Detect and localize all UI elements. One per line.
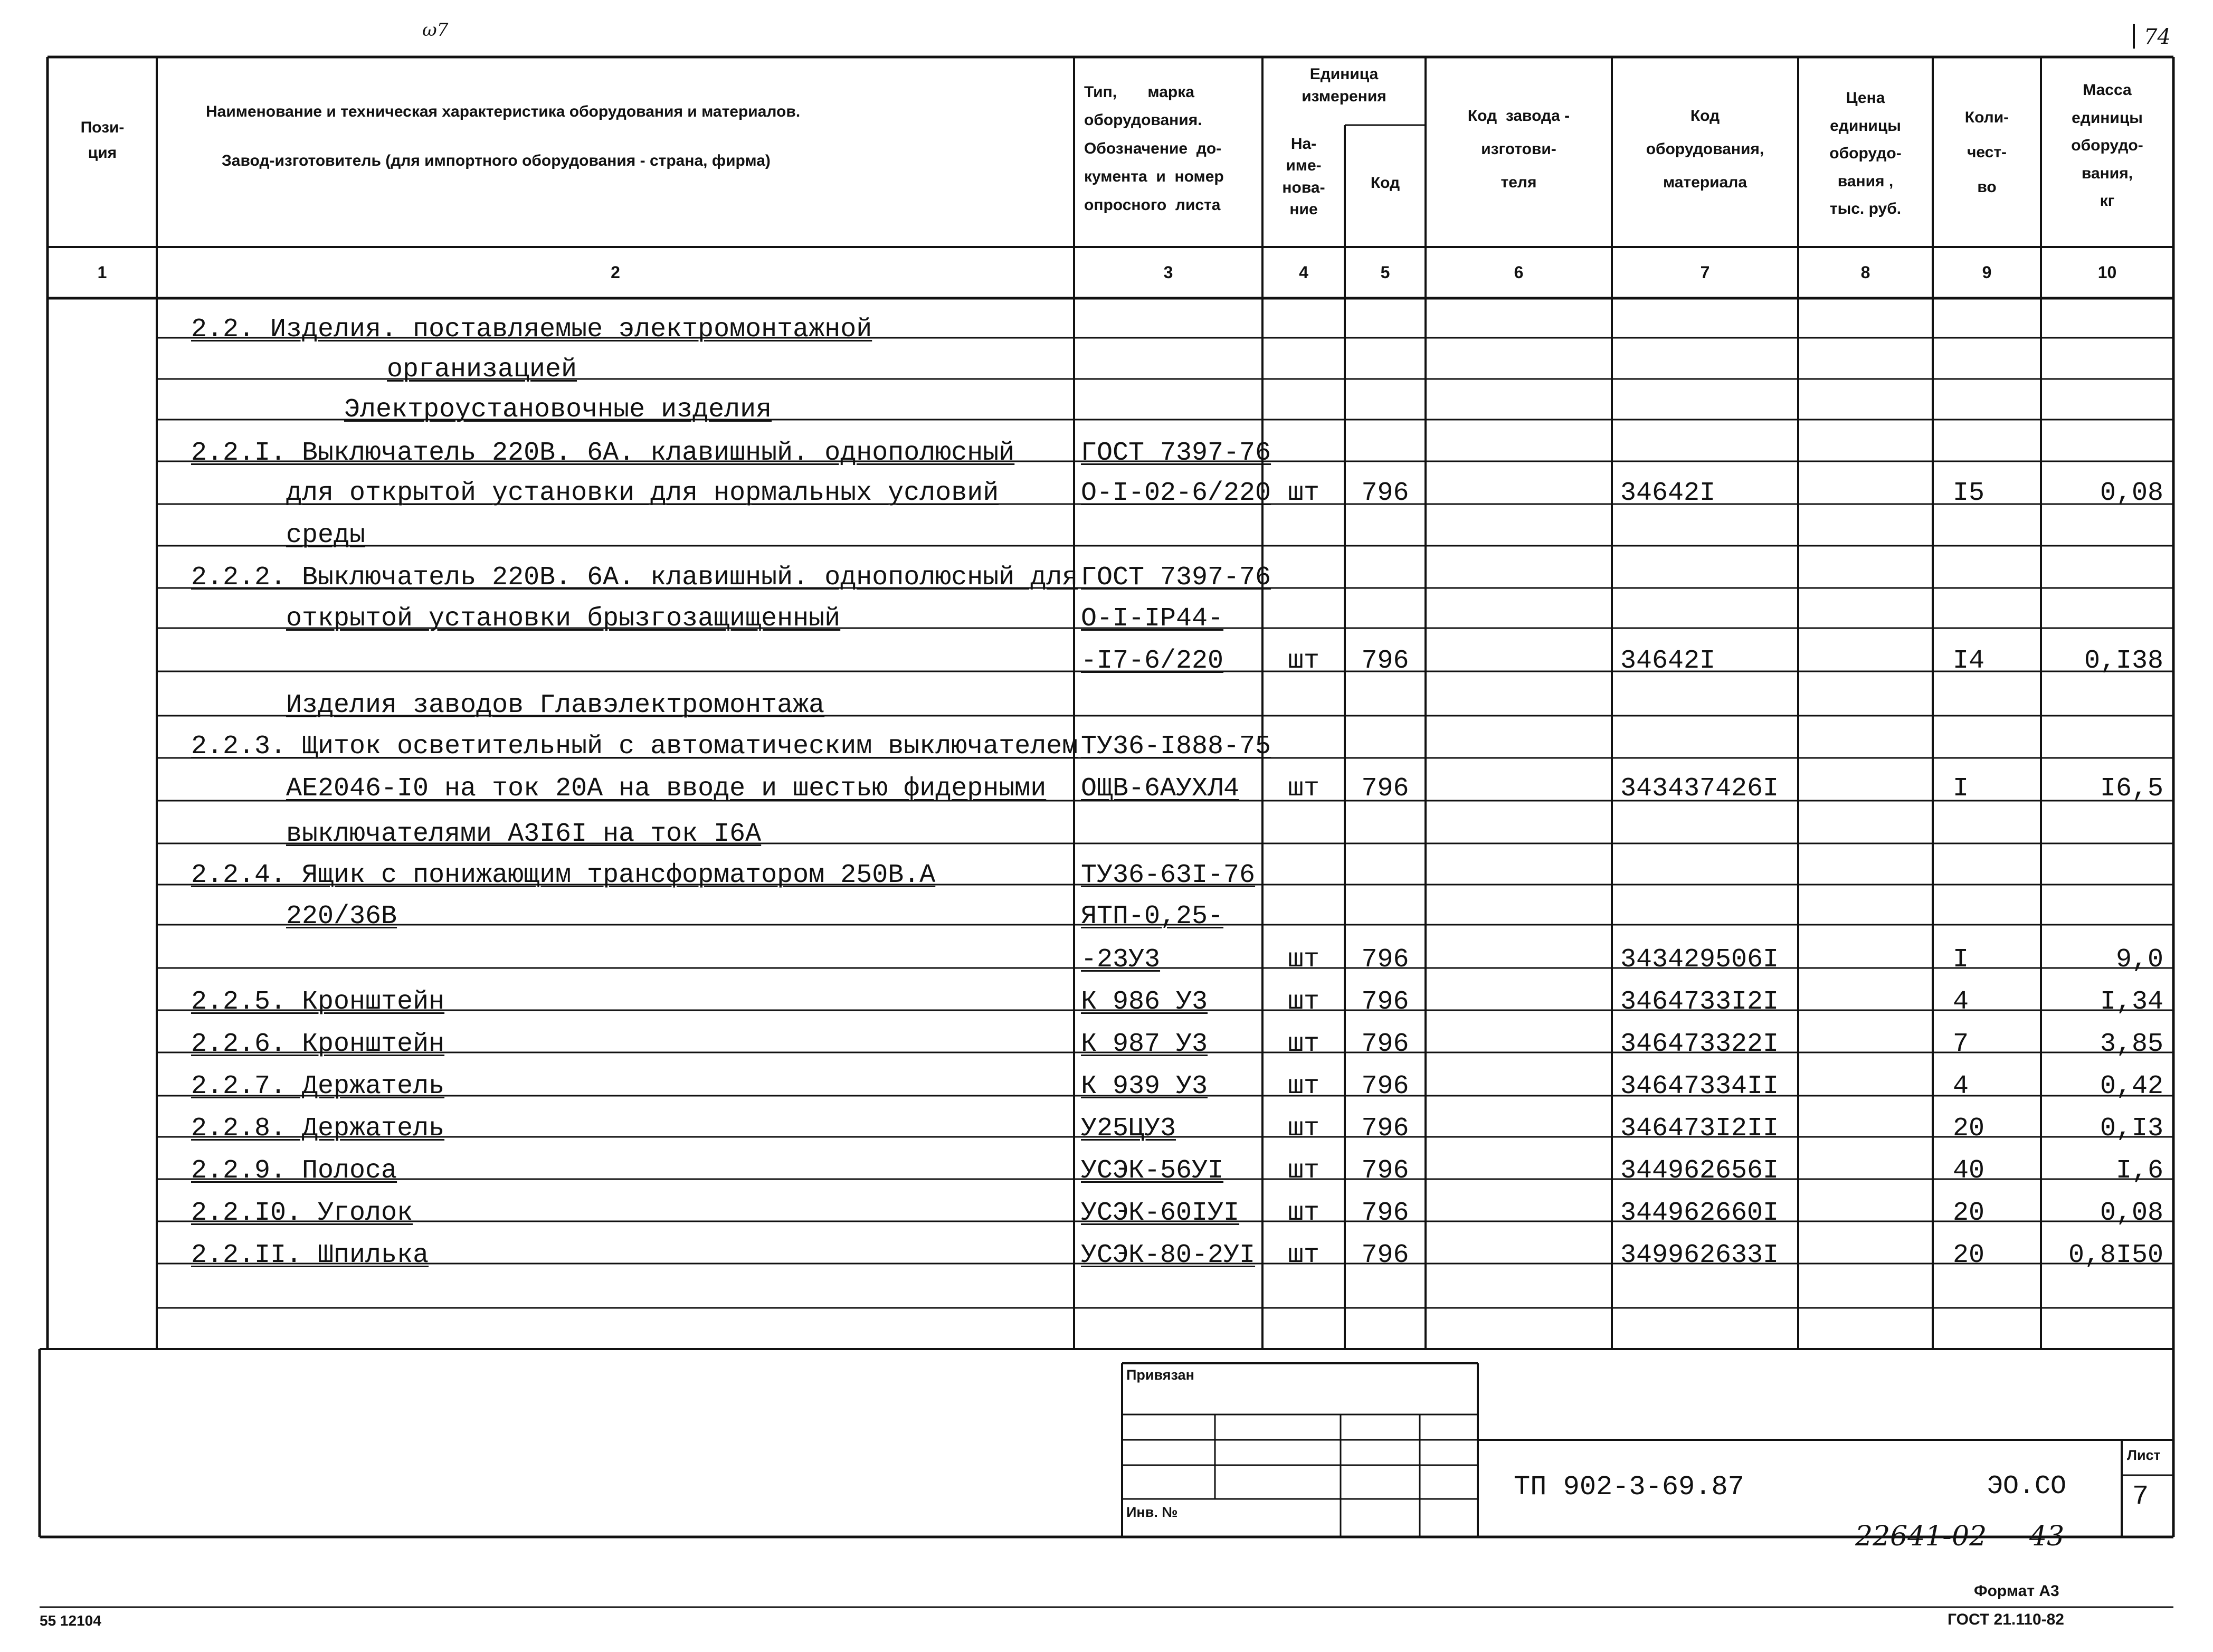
- column-number-5: 5: [1380, 263, 1390, 282]
- row-4-type: О-I-02-6/220: [1081, 478, 1271, 508]
- row-18-mass: 0,42: [2100, 1071, 2163, 1102]
- row-22-qty: 20: [1953, 1240, 1985, 1270]
- row-11-qty: I: [1953, 774, 1969, 804]
- col-header-equipment-code: Код оборудования, материала: [1646, 107, 1764, 191]
- stamp-bound-label: Привязан: [1126, 1367, 1194, 1383]
- row-13-type: ТУ36-63I-76: [1081, 860, 1256, 890]
- row-4-qty: I5: [1953, 478, 1985, 508]
- row-21-name: 2.2.I0. Уголок: [191, 1198, 413, 1228]
- row-8-type: -I7-6/220: [1081, 646, 1224, 676]
- row-16-mass: I,34: [2100, 987, 2163, 1017]
- column-number-3: 3: [1163, 263, 1173, 282]
- stamp-sheet-label: Лист: [2127, 1447, 2161, 1463]
- gost-label: ГОСТ 21.110-82: [1948, 1611, 2064, 1628]
- row-16-equip: 3464733I2I: [1620, 987, 1779, 1017]
- row-19-unit: шт: [1287, 1114, 1319, 1144]
- col-header-plant-code: Код завода - изготови- теля: [1467, 107, 1570, 191]
- row-17-unit: шт: [1287, 1029, 1319, 1059]
- archive-code: 55 12104: [40, 1612, 101, 1629]
- row-12-name: выключателями А3I6I на ток I6А: [286, 819, 762, 849]
- row-10-type: ТУ36-I888-75: [1081, 732, 1271, 762]
- row-4-code: 796: [1361, 478, 1409, 508]
- row-4-unit: шт: [1287, 478, 1319, 508]
- row-15-qty: I: [1953, 945, 1969, 975]
- row-22-name: 2.2.II. Шпилька: [191, 1240, 429, 1270]
- row-3-type: ГОСТ 7397-76: [1081, 438, 1271, 468]
- row-11-mass: I6,5: [2100, 774, 2163, 804]
- row-9-name: Изделия заводов Главэлектромонтажа: [286, 690, 825, 720]
- row-16-code: 796: [1361, 987, 1409, 1017]
- col-header-name-line1: Наименование и техническая характеристика оборудования и материалов.: [206, 103, 801, 120]
- row-22-code: 796: [1361, 1240, 1409, 1270]
- row-21-mass: 0,08: [2100, 1198, 2163, 1228]
- row-13-name: 2.2.4. Ящик с понижающим трансформатором 250В.А: [191, 860, 936, 890]
- row-8-equip: 34642I: [1620, 646, 1716, 676]
- row-21-code: 796: [1361, 1198, 1409, 1228]
- row-16-type: К 986 У3: [1081, 987, 1208, 1017]
- row-8-qty: I4: [1953, 646, 1985, 676]
- row-19-type: У25ЦУ3: [1081, 1114, 1176, 1144]
- row-18-unit: шт: [1287, 1071, 1319, 1102]
- row-7-name: открытой установки брызгозащищенный: [286, 604, 841, 634]
- column-number-2: 2: [611, 263, 620, 282]
- row-14-type: ЯТП-0,25-: [1081, 901, 1224, 932]
- col-header-quantity: Коли- чест- во: [1964, 109, 2009, 196]
- row-16-name: 2.2.5. Кронштейн: [191, 987, 445, 1017]
- row-18-equip: 34647334II: [1620, 1071, 1779, 1102]
- format-label: Формат А3: [1974, 1582, 2059, 1600]
- row-11-code: 796: [1361, 774, 1409, 804]
- row-16-unit: шт: [1287, 987, 1319, 1017]
- row-17-code: 796: [1361, 1029, 1409, 1059]
- row-17-name: 2.2.6. Кронштейн: [191, 1029, 445, 1059]
- row-3-name: 2.2.I. Выключатель 220В. 6А. клавишный. однополюсный: [191, 438, 1015, 468]
- row-11-type: ОЩВ-6АУХЛ4: [1081, 774, 1240, 804]
- corner-mark-left: ω7: [422, 20, 449, 41]
- column-number-1: 1: [97, 263, 107, 282]
- row-22-type: УСЭК-80-2УI: [1081, 1240, 1256, 1270]
- column-number-10: 10: [2097, 263, 2117, 282]
- row-18-code: 796: [1361, 1071, 1409, 1102]
- handwritten-number: 22641-02: [1855, 1521, 1987, 1552]
- col-header-unit-code: Код: [1370, 174, 1400, 192]
- row-22-unit: шт: [1287, 1240, 1319, 1270]
- row-21-unit: шт: [1287, 1198, 1319, 1228]
- row-18-name: 2.2.7. Держатель: [191, 1071, 445, 1102]
- row-4-mass: 0,08: [2100, 478, 2163, 508]
- stamp-document-code: ТП 902-3-69.87: [1514, 1471, 1744, 1503]
- row-11-equip: 343437426I: [1620, 774, 1779, 804]
- row-7-type: О-I-IР44-: [1081, 604, 1224, 634]
- row-20-mass: I,6: [2115, 1156, 2163, 1186]
- row-11-unit: шт: [1287, 774, 1319, 804]
- row-8-code: 796: [1361, 646, 1409, 676]
- row-22-mass: 0,8I50: [2068, 1240, 2163, 1270]
- row-20-equip: 344962656I: [1620, 1156, 1779, 1186]
- row-6-type: ГОСТ 7397-76: [1081, 563, 1271, 593]
- col-header-position: Пози- ция: [80, 119, 125, 162]
- row-15-unit: шт: [1287, 945, 1319, 975]
- col-header-name-line2: Завод-изготовитель (для импортного оборудования - страна, фирма): [222, 152, 771, 169]
- stamp-sheet-number: 7: [2132, 1481, 2149, 1512]
- column-number-6: 6: [1514, 263, 1524, 282]
- row-22-equip: 349962633I: [1620, 1240, 1779, 1270]
- col-header-unit-name: На- име- нова- ние: [1282, 135, 1325, 219]
- row-20-code: 796: [1361, 1156, 1409, 1186]
- row-17-type: К 987 У3: [1081, 1029, 1208, 1059]
- row-4-equip: 34642I: [1620, 478, 1716, 508]
- row-15-type: -23У3: [1081, 945, 1161, 975]
- col-header-price: Цена единицы оборудо- вания , тыс. руб.: [1829, 89, 1902, 217]
- row-14-name: 220/36В: [286, 901, 397, 932]
- row-15-mass: 9,0: [2115, 945, 2163, 975]
- row-10-name: 2.2.3. Щиток осветительный с автоматическим выключателем: [191, 732, 1078, 762]
- row-0-name: 2.2. Изделия. поставляемые электромонтажной: [191, 315, 872, 345]
- row-1-name: организацией: [387, 355, 577, 385]
- row-2-name: Электроустановочные изделия: [344, 395, 772, 425]
- row-19-qty: 20: [1953, 1114, 1985, 1144]
- row-11-name: АЕ2046-I0 на ток 20А на вводе и шестью фидерными: [286, 774, 1047, 804]
- row-17-qty: 7: [1953, 1029, 1969, 1059]
- row-8-unit: шт: [1287, 646, 1319, 676]
- stamp-mark: ЭО.СО: [1987, 1471, 2067, 1502]
- row-4-name: для открытой установки для нормальных условий: [286, 478, 999, 508]
- row-19-equip: 346473I2II: [1620, 1114, 1779, 1144]
- row-20-qty: 40: [1953, 1156, 1985, 1186]
- col-header-unit-group: Единица измерения: [1302, 65, 1386, 105]
- row-20-name: 2.2.9. Полоса: [191, 1156, 397, 1186]
- handwritten-page: 43: [2029, 1521, 2065, 1552]
- col-header-type: Тип, марка оборудования. Обозначение до- кумента и номер опросного листа: [1084, 83, 1224, 214]
- col-header-mass: Масса единицы оборудо- вания, кг: [2071, 81, 2143, 210]
- row-8-mass: 0,I38: [2084, 646, 2163, 676]
- column-number-7: 7: [1700, 263, 1710, 282]
- column-number-9: 9: [1982, 263, 1992, 282]
- row-20-unit: шт: [1287, 1156, 1319, 1186]
- row-19-code: 796: [1361, 1114, 1409, 1144]
- row-21-type: УСЭК-60IУI: [1081, 1198, 1240, 1228]
- row-21-equip: 344962660I: [1620, 1198, 1779, 1228]
- row-15-equip: 343429506I: [1620, 945, 1779, 975]
- corner-mark-right: 74: [2144, 25, 2171, 49]
- row-20-type: УСЭК-56УI: [1081, 1156, 1224, 1186]
- row-19-name: 2.2.8. Держатель: [191, 1114, 445, 1144]
- row-16-qty: 4: [1953, 987, 1969, 1017]
- column-number-8: 8: [1860, 263, 1870, 282]
- column-number-4: 4: [1299, 263, 1308, 282]
- row-17-equip: 346473322I: [1620, 1029, 1779, 1059]
- row-18-qty: 4: [1953, 1071, 1969, 1102]
- row-5-name: среды: [286, 520, 366, 550]
- row-15-code: 796: [1361, 945, 1409, 975]
- row-6-name: 2.2.2. Выключатель 220В. 6А. клавишный. однополюсный для: [191, 563, 1078, 593]
- row-19-mass: 0,I3: [2100, 1114, 2163, 1144]
- row-21-qty: 20: [1953, 1198, 1985, 1228]
- row-17-mass: 3,85: [2100, 1029, 2163, 1059]
- row-18-type: К 939 У3: [1081, 1071, 1208, 1102]
- stamp-inv-label: Инв. №: [1126, 1504, 1178, 1520]
